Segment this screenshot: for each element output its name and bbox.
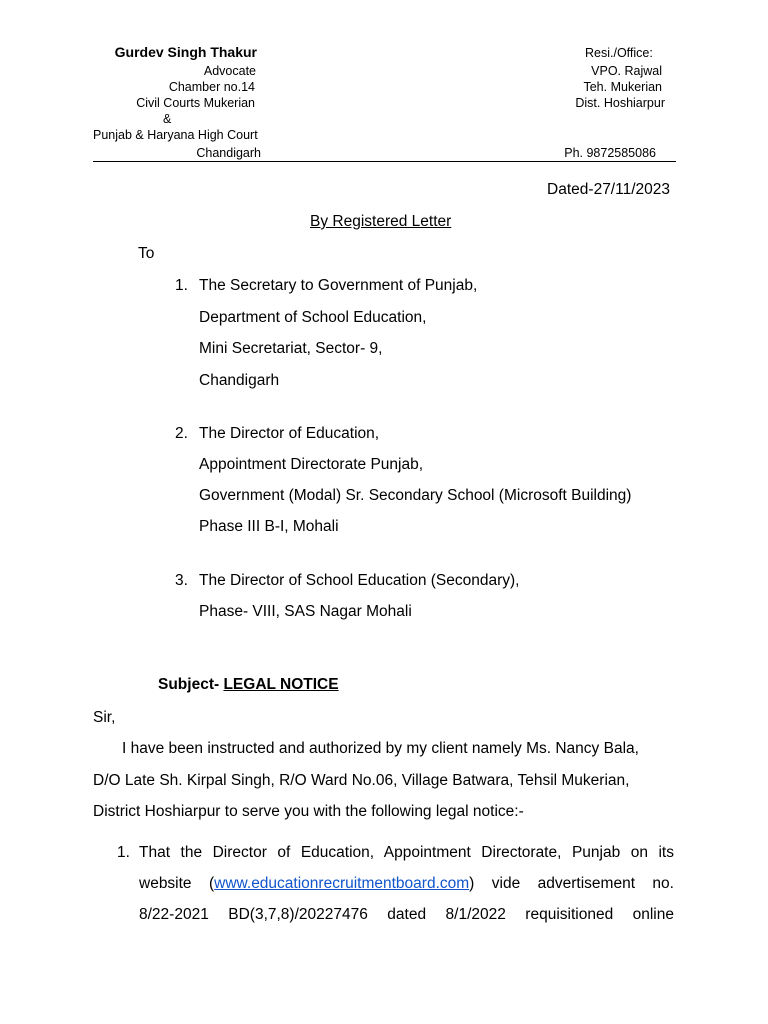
- recipient-number: 3.: [175, 572, 188, 589]
- point-line: 8/22-2021 BD(3,7,8)/20227476 dated 8/1/2022 requisitioned online: [139, 906, 674, 923]
- recipient-line: Mini Secretariat, Sector- 9,: [199, 340, 383, 357]
- letterhead-line: Advocate: [203, 64, 256, 78]
- point-number: 1.: [117, 844, 130, 861]
- residence-line: Teh. Mukerian: [583, 80, 662, 94]
- letter-date: Dated-27/11/2023: [547, 181, 670, 198]
- recipient-line: Phase III B-I, Mohali: [199, 518, 339, 535]
- recipient-line: The Director of School Education (Secondary),: [199, 572, 520, 589]
- to-label: To: [138, 245, 155, 262]
- residence-title: Resi./Office:: [585, 46, 653, 60]
- point-line: That the Director of Education, Appointment Directorate, Punjab on its: [139, 844, 674, 861]
- subject-line: [158, 675, 339, 695]
- recipient-line: Government (Modal) Sr. Secondary School (Microsoft Building): [199, 487, 632, 504]
- point-line: [139, 874, 674, 894]
- letterhead-line: Civil Courts Mukerian: [136, 96, 255, 110]
- point-text: ) vide advertisement no.: [469, 875, 674, 892]
- point-text: website (: [139, 875, 215, 892]
- intro-line: District Hoshiarpur to serve you with the following legal notice:-: [93, 803, 524, 820]
- intro-line: D/O Late Sh. Kirpal Singh, R/O Ward No.06, Village Batwara, Tehsil Mukerian,: [93, 772, 630, 789]
- residence-line: Dist. Hoshiarpur: [575, 96, 665, 110]
- letterhead-line: Punjab & Haryana High Court: [93, 128, 258, 142]
- recipient-line: The Secretary to Government of Punjab,: [199, 277, 478, 294]
- intro-line: I have been instructed and authorized by my client namely Ms. Nancy Bala,: [122, 740, 639, 757]
- recipient-number: 1.: [175, 277, 188, 294]
- letterhead-line: Chandigarh: [196, 146, 261, 160]
- recipient-line: Department of School Education,: [199, 309, 427, 326]
- subject-label: Subject-: [158, 676, 220, 693]
- letterhead-line: Chamber no.14: [168, 80, 255, 94]
- recipient-line: The Director of Education,: [199, 425, 380, 442]
- advocate-name: Gurdev Singh Thakur: [114, 44, 257, 60]
- website-link[interactable]: www.educationrecruitmentboard.com: [214, 875, 470, 892]
- recipient-line: Chandigarh: [199, 372, 280, 389]
- recipient-line: Appointment Directorate Punjab,: [199, 456, 424, 473]
- residence-line: VPO. Rajwal: [591, 64, 662, 78]
- salutation: Sir,: [93, 709, 116, 726]
- subject-value: LEGAL NOTICE: [223, 676, 339, 693]
- delivery-mode: By Registered Letter: [310, 213, 452, 230]
- phone-number: Ph. 9872585086: [564, 146, 656, 160]
- recipient-number: 2.: [175, 425, 188, 442]
- recipient-line: Phase- VIII, SAS Nagar Mohali: [199, 603, 412, 620]
- letterhead-line: &: [163, 112, 172, 126]
- header-divider: [93, 161, 676, 162]
